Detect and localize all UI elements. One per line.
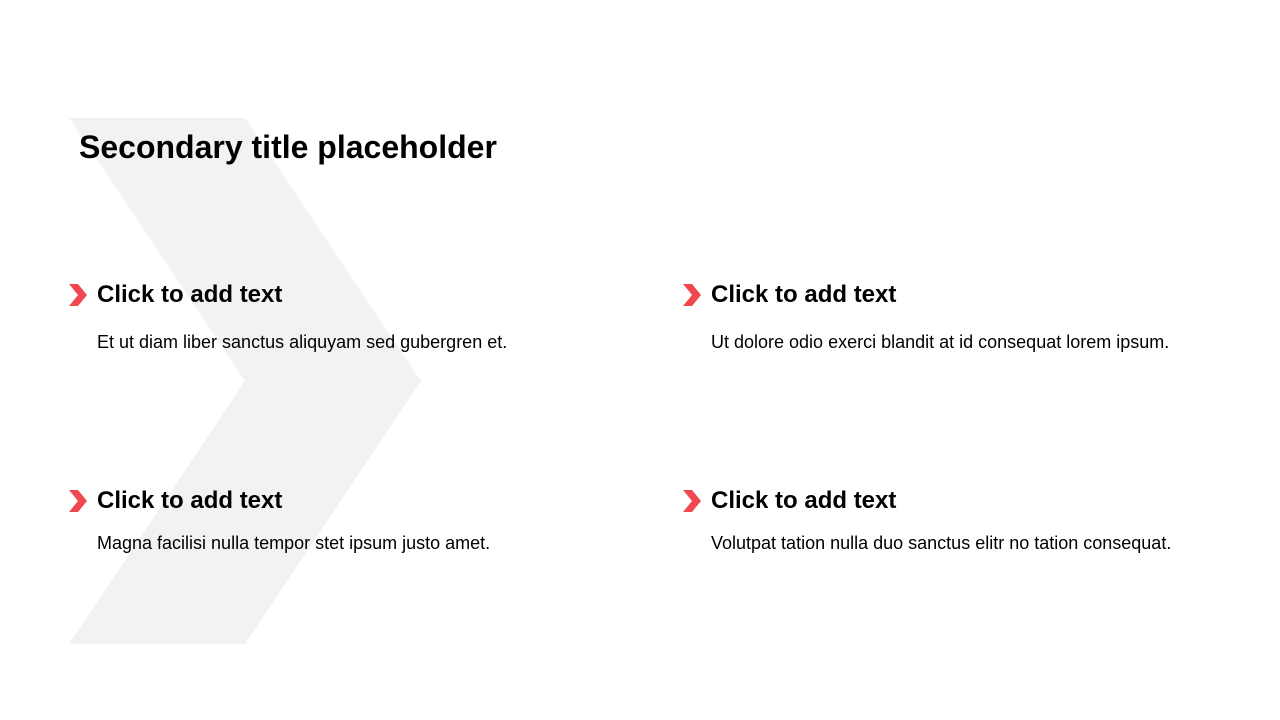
chevron-right-icon <box>683 490 701 512</box>
item-heading[interactable]: Click to add text <box>97 487 283 514</box>
item-heading[interactable]: Click to add text <box>97 281 283 308</box>
chevron-right-icon <box>683 284 701 306</box>
item-body-text[interactable]: Ut dolore odio exerci blandit at id consequat lorem ipsum. <box>711 332 1170 352</box>
item-body-text[interactable]: Et ut diam liber sanctus aliquyam sed gubergren et. <box>97 332 508 352</box>
item-heading[interactable]: Click to add text <box>711 281 897 308</box>
item-heading[interactable]: Click to add text <box>711 487 897 514</box>
item-body-text[interactable]: Magna facilisi nulla tempor stet ipsum justo amet. <box>97 533 491 553</box>
chevron-right-icon <box>69 490 87 512</box>
slide-title[interactable]: Secondary title placeholder <box>79 129 497 165</box>
item-body-text[interactable]: Volutpat tation nulla duo sanctus elitr no tation consequat. <box>711 533 1172 553</box>
chevron-right-icon <box>69 284 87 306</box>
